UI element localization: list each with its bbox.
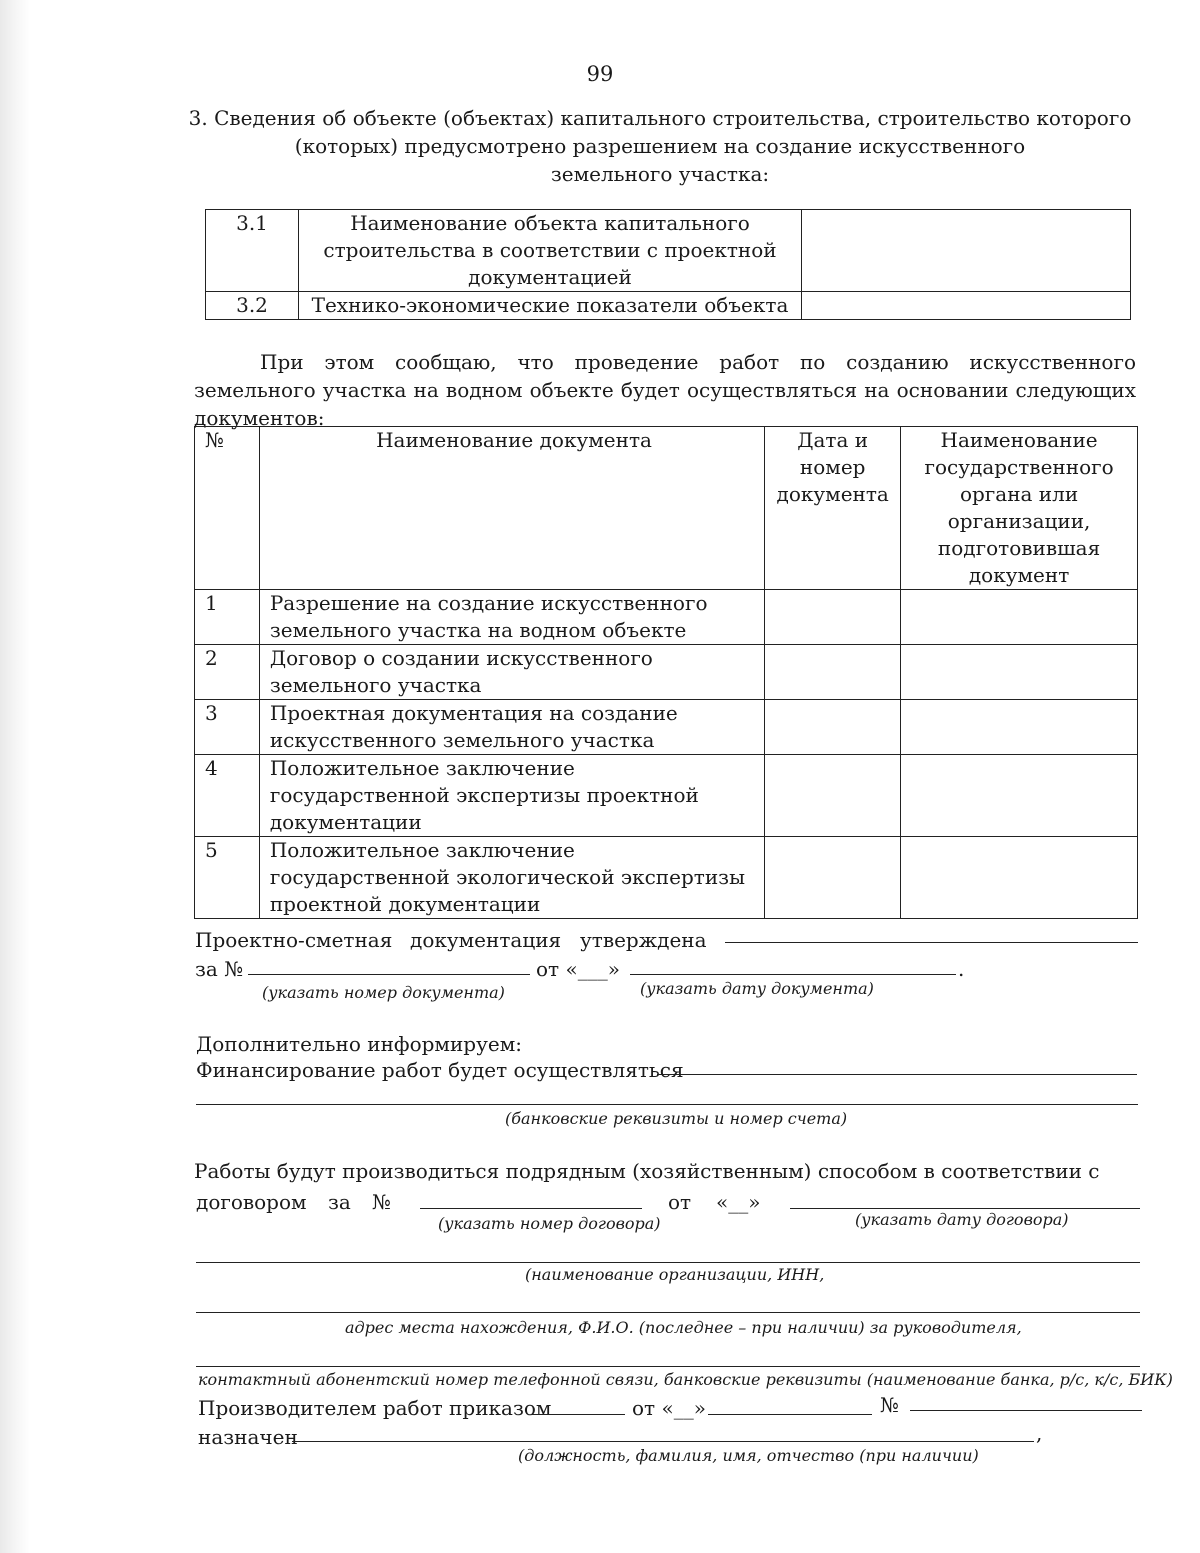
table-row [195, 837, 1138, 919]
doc-number: 3 [195, 700, 260, 755]
section-heading [180, 104, 1140, 188]
row-number: 3.2 [206, 292, 299, 320]
approval-period: . [958, 957, 965, 981]
doc-date-field[interactable] [765, 755, 901, 837]
hint-organization: (наименование организации, ИНН, [525, 1265, 825, 1284]
hint-document-number: (указать номер документа) [262, 983, 505, 1002]
approval-word-1: Проектно-сметная [195, 928, 393, 952]
order-number-field[interactable] [532, 1414, 625, 1415]
doc-date-field[interactable] [765, 700, 901, 755]
table-row [195, 590, 1138, 645]
hint-document-date: (указать дату документа) [640, 979, 874, 998]
approval-number-label: за № [195, 957, 244, 981]
address-field[interactable] [196, 1312, 1140, 1313]
producer-label: Производителем работ приказом [198, 1396, 552, 1420]
object-info-table [205, 209, 1131, 320]
producer-number-sign: № [880, 1393, 899, 1417]
doc-number: 1 [195, 590, 260, 645]
doc-org-field[interactable] [901, 645, 1138, 700]
doc-org-field[interactable] [901, 837, 1138, 919]
header-number: № [195, 427, 260, 590]
doc-date-field[interactable] [765, 837, 901, 919]
doc-number: 5 [195, 837, 260, 919]
additional-info-label: Дополнительно информируем: [196, 1032, 523, 1056]
row-value-field[interactable] [802, 292, 1131, 320]
doc-number: 4 [195, 755, 260, 837]
doc-org-field[interactable] [901, 590, 1138, 645]
contacts-field[interactable] [196, 1366, 1140, 1367]
approval-number-field[interactable] [248, 974, 530, 975]
row-label: Технико-экономические показатели объекта [299, 292, 802, 320]
contract-ot: от [668, 1190, 692, 1214]
financing-field[interactable] [657, 1074, 1137, 1075]
appointed-person-field[interactable] [292, 1441, 1034, 1442]
doc-name: Положительное заключение государственной экологической экспертизы проектной документации [259, 837, 764, 919]
approval-by-field[interactable] [725, 942, 1138, 943]
contract-date-quote: «__» [716, 1190, 761, 1214]
row-label: Наименование объекта капитального строительства в соответствии с проектной документацией [299, 210, 802, 292]
header-organization: Наименование государственного органа или организации, подготовившая документ [901, 427, 1138, 590]
row-value-field[interactable] [802, 210, 1131, 292]
doc-org-field[interactable] [901, 700, 1138, 755]
row-number: 3.1 [206, 210, 299, 292]
hint-contacts: контактный абонентский номер телефонной связи, банковские реквизиты (наименование банка, р/с, к/с, БИК) [198, 1370, 1173, 1389]
doc-date-field[interactable] [765, 590, 901, 645]
hint-bank-details: (банковские реквизиты и номер счета) [505, 1109, 848, 1128]
table-row [195, 700, 1138, 755]
page-number: 99 [586, 62, 614, 86]
scan-edge [0, 0, 30, 1553]
approval-word-2: документация [410, 928, 562, 952]
doc-name: Договор о создании искусственного земельного участка [259, 645, 764, 700]
header-document-name: Наименование документа [259, 427, 764, 590]
approval-word-3: утверждена [580, 928, 707, 952]
approval-date-field[interactable] [630, 974, 956, 975]
hint-address: адрес места нахождения, Ф.И.О. (последнее – при наличии) за руководителя, [345, 1318, 1022, 1337]
doc-name: Разрешение на создание искусственного земельного участка на водном объекте [259, 590, 764, 645]
contract-number-sign: № [372, 1190, 391, 1214]
table-header-row [195, 427, 1138, 590]
financing-field-continued[interactable] [196, 1104, 1138, 1105]
approval-date-quote: от «___» [536, 957, 620, 981]
heading-line-3: земельного участка: [550, 162, 770, 186]
hint-appointed-person: (должность, фамилия, имя, отчество (при наличии) [518, 1446, 979, 1465]
hint-contract-date: (указать дату договора) [855, 1210, 1069, 1229]
table-row [195, 755, 1138, 837]
appointed-label: назначен [198, 1425, 298, 1449]
order-no-field[interactable] [910, 1410, 1142, 1411]
header-date-number: Дата и номер документа [765, 427, 901, 590]
producer-date-quote: от «__» [632, 1396, 706, 1420]
doc-number: 2 [195, 645, 260, 700]
contract-word: договором [196, 1190, 307, 1214]
doc-date-field[interactable] [765, 645, 901, 700]
organization-field[interactable] [196, 1262, 1140, 1263]
contract-za: за [328, 1190, 351, 1214]
contract-date-field[interactable] [790, 1208, 1140, 1209]
contract-sentence: Работы будут производиться подрядным (хозяйственным) способом в соответствии с [194, 1159, 1100, 1183]
doc-org-field[interactable] [901, 755, 1138, 837]
heading-line-1: 3. Сведения об объекте (объектах) капитального строительства, строительство которого [188, 106, 1132, 130]
contract-number-field[interactable] [420, 1208, 642, 1209]
table-row [206, 292, 1131, 320]
heading-line-2: (которых) предусмотрено разрешением на создание искусственного [294, 134, 1026, 158]
doc-name: Проектная документация на создание искусственного земельного участка [259, 700, 764, 755]
documents-table [194, 426, 1138, 919]
appointed-comma: , [1036, 1421, 1043, 1445]
table-row [195, 645, 1138, 700]
hint-contract-number: (указать номер договора) [438, 1214, 661, 1233]
table-row [206, 210, 1131, 292]
financing-label: Финансирование работ будет осуществляться [196, 1058, 684, 1082]
doc-name: Положительное заключение государственной экспертизы проектной документации [259, 755, 764, 837]
order-date-field[interactable] [708, 1414, 872, 1415]
intro-paragraph: При этом сообщаю, что проведение работ по созданию искусственного земельного участка на водном объекте будет осуществляться на основании следующих документов: [194, 350, 1136, 430]
